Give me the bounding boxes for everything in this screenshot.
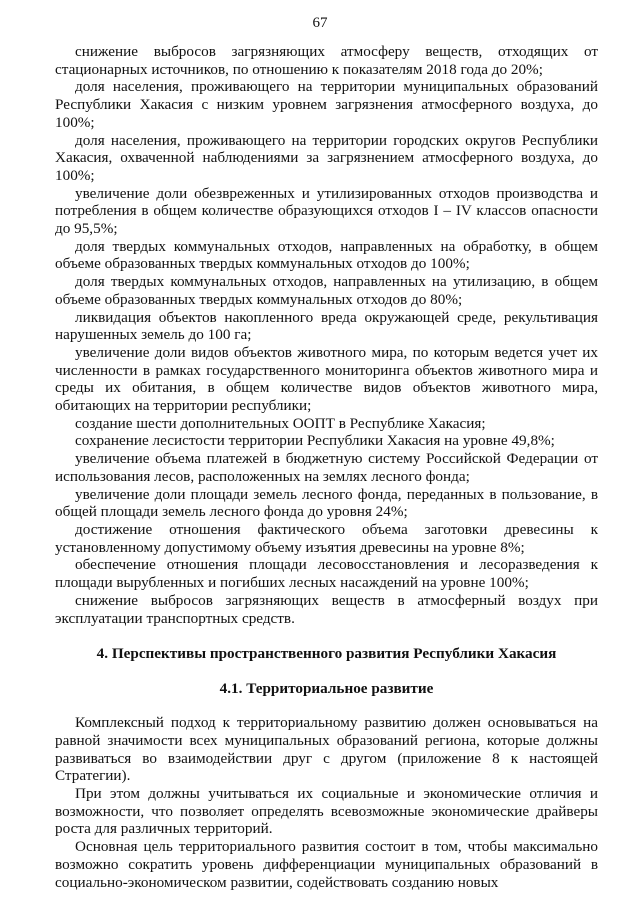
list-item: увеличение объема платежей в бюджетную систему Российской Федерации от использования лесов, расположенных на землях лесного фонда;: [55, 450, 598, 485]
list-item: увеличение доли видов объектов животного мира, по которым ведется учет их численности в рамках государственного мониторинга объектов животного мира и среды их обитания, в общем количестве видов объектов животного мира, обитающих на территории республики;: [55, 343, 598, 415]
list-item: создание шести дополнительных ООПТ в Республике Хакасия;: [75, 414, 486, 432]
page-content: [55, 43, 598, 891]
body-text: [55, 714, 598, 891]
list-item: увеличение доли площади земель лесного фонда, переданных в пользование, в общей площади земель лесного фонда до уровня 24%;: [55, 485, 598, 521]
list-item: сохранение лесистости территории Республики Хакасия на уровне 49,8%;: [75, 432, 555, 450]
list-item: снижение выбросов загрязняющих веществ в атмосферный воздух при эксплуатации транспортных средств.: [55, 591, 598, 627]
list-item: ликвидация объектов накопленного вреда окружающей среде, рекультивация нарушенных земель до 100 га;: [55, 308, 598, 344]
list-item: доля твердых коммунальных отходов, направленных на обработку, в общем объеме образованных твердых коммунальных отходов до 100%;: [55, 237, 598, 273]
list-item: доля населения, проживающего на территории городских округов Республики Хакасия, охваченной наблюдениями за загрязнением атмосферного воздуха, до 100%;: [55, 131, 598, 184]
list-item: обеспечение отношения площади лесовосстановления и лесоразведения к площади вырубленных и погибших лесных насаждений на уровне 100%;: [55, 556, 598, 592]
body-paragraph: Комплексный подход к территориальному развитию должен основываться на равной значимости всех муниципальных образований региона, которые должны развиваться во взаимодействии друг с другом (приложение 8 к настоящей Стратегии).: [55, 714, 598, 785]
target-indicators-list: [55, 43, 598, 627]
list-item: снижение выбросов загрязняющих атмосферу веществ, отходящих от стационарных источников, по отношению к показателям 2018 года до 20%;: [55, 43, 598, 78]
subsection-heading: 4.1. Территориальное развитие: [219, 680, 434, 698]
list-item: доля населения, проживающего на территории муниципальных образований Республики Хакасия с низким уровнем загрязнения атмосферного воздуха, до 100%;: [55, 78, 598, 131]
list-item: доля твердых коммунальных отходов, направленных на утилизацию, в общем объеме образованных твердых коммунальных отходов до 80%;: [55, 273, 598, 308]
list-item: увеличение доли обезвреженных и утилизированных отходов производства и потребления в общем количестве образующихся отходов I – IV классов опасности до 95,5%;: [55, 184, 598, 238]
page-number: 67: [312, 15, 328, 31]
body-paragraph: При этом должны учитываться их социальные и экономические отличия и возможности, что позволяет определять всевозможные экономические драйверы роста для различных территорий.: [55, 785, 598, 838]
list-item: достижение отношения фактического объема заготовки древесины к установленному допустимому объему изъятия древесины на уровне 8%;: [55, 520, 598, 556]
section-heading: 4. Перспективы пространственного развития Республики Хакасия: [96, 645, 557, 663]
body-paragraph: Основная цель территориального развития состоит в том, чтобы максимально возможно сократить уровень дифференциации муниципальных образований в социально-экономическом развитии, содействовать созданию новых: [55, 838, 598, 891]
